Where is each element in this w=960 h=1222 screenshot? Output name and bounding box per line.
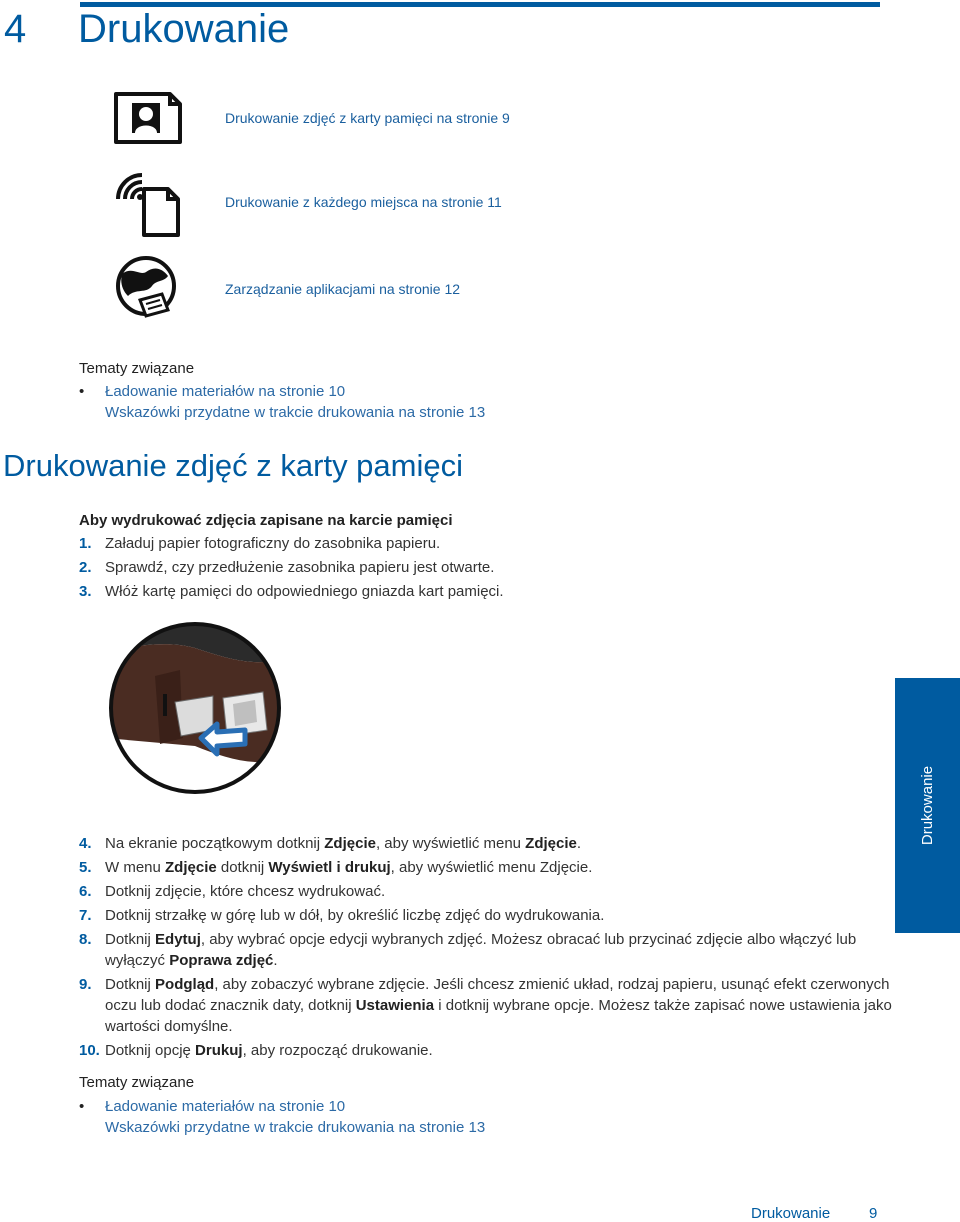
related-link-loading-bottom[interactable]: • Ładowanie materiałów na stronie 10 [79,1098,346,1115]
step-ui-term: Edytuj [155,931,201,948]
step-text: Dotknij opcję [105,1042,196,1059]
globe-apps-icon [110,252,184,322]
step-text: Sprawdź, czy przedłużenie zasobnika papieru jest otwarte. [105,559,495,576]
memory-card-illustration [105,618,285,798]
step-number: 5. [79,859,92,876]
step-item [79,974,894,1037]
step-item [79,1040,894,1061]
step-ui-term: Zdjęcie [525,835,577,852]
step-text: W menu [105,859,166,876]
step-ui-term: Podgląd [155,976,215,993]
step-ui-term: Ustawienia [355,997,435,1014]
step-text: . [273,952,278,969]
step-ui-term: Drukuj [195,1042,243,1059]
related-link-tips[interactable]: Wskazówki przydatne w trakcie drukowania na stronie 13 [105,404,486,421]
step-number: 6. [79,883,92,900]
step-text: , aby wyświetlić menu Zdjęcie. [390,859,593,876]
section-title: Drukowanie zdjęć z karty pamięci [3,448,464,483]
topic-link-eprint[interactable]: Drukowanie z każdego miejsca na stronie 11 [225,194,502,210]
step-text: Na ekranie początkowym dotknij [105,835,325,852]
page-number: 9 [869,1205,878,1222]
step-number: 1. [79,535,92,552]
step-item [79,833,894,854]
eprint-icon [110,167,184,237]
topic-link-apps[interactable]: Zarządzanie aplikacjami na stronie 12 [225,281,461,297]
step-text: , aby zobaczyć wybrane zdjęcie. Jeśli chcesz zmienić układ, rodzaj papieru, usunąć efekt czerwonych oczu lub dodać znacznik daty, dotknij [105,976,890,1014]
steps-list-a [79,533,894,605]
step-item [79,929,894,971]
topic-link-memory-card[interactable]: Drukowanie zdjęć z karty pamięci na stronie 9 [225,110,510,126]
step-number: 9. [79,976,92,993]
step-text: Załaduj papier fotograficzny do zasobnika papieru. [105,535,441,552]
chapter-title-text: Drukowanie [78,7,290,51]
related-topics-list-bottom [79,1096,679,1138]
chapter-number: 4 [4,7,27,51]
section-intro: Aby wydrukować zdjęcia zapisane na karcie pamięci [79,512,453,529]
related-link-loading[interactable]: • Ładowanie materiałów na stronie 10 [79,383,346,400]
step-ui-term: Poprawa zdjęć [169,952,274,969]
chapter-title [4,7,289,52]
step-item [79,581,894,602]
step-text: Dotknij [105,976,156,993]
related-topics-heading: Tematy związane [79,360,195,377]
step-text: . [576,835,582,852]
step-ui-term: Wyświetl i drukuj [268,859,391,876]
step-item [79,533,894,554]
related-topics-list [79,381,679,423]
related-link-tips-bottom[interactable]: Wskazówki przydatne w trakcie drukowania na stronie 13 [105,1119,486,1136]
step-item [79,905,894,926]
step-number: 8. [79,931,92,948]
step-text: Dotknij zdjęcie, które chcesz wydrukować. [105,883,386,900]
step-item [79,857,894,878]
step-text: dotknij [216,859,269,876]
chapter-side-tab [895,678,960,933]
step-item [79,557,894,578]
step-number: 2. [79,559,92,576]
step-number: 7. [79,907,92,924]
step-text: Dotknij strzałkę w górę lub w dół, by określić liczbę zdjęć do wydrukowania. [105,907,605,924]
step-text: i dotknij wybrane opcje. Możesz także zapisać nowe ustawienia jako wartości domyślne. [105,997,892,1035]
side-tab-label: Drukowanie [919,765,936,846]
step-item [79,881,894,902]
photo-icon [110,90,184,160]
related-topics-heading-bottom: Tematy związane [79,1074,195,1091]
step-text: , aby wybrać opcje edycji wybranych zdjęć. Możesz obracać lub przycinać zdjęcie albo włączyć lub wyłączyć [105,931,857,969]
step-text: Włóż kartę pamięci do odpowiedniego gniazda kart pamięci. [105,583,504,600]
steps-list-b [79,833,894,1064]
step-number: 10. [79,1042,100,1059]
footer-section: Drukowanie [751,1205,831,1222]
step-ui-term: Zdjęcie [165,859,217,876]
step-number: 3. [79,583,92,600]
step-text: , aby wyświetlić menu [375,835,526,852]
step-text: , aby rozpocząć drukowanie. [242,1042,433,1059]
step-ui-term: Zdjęcie [324,835,376,852]
step-number: 4. [79,835,92,852]
step-text: Dotknij [105,931,156,948]
